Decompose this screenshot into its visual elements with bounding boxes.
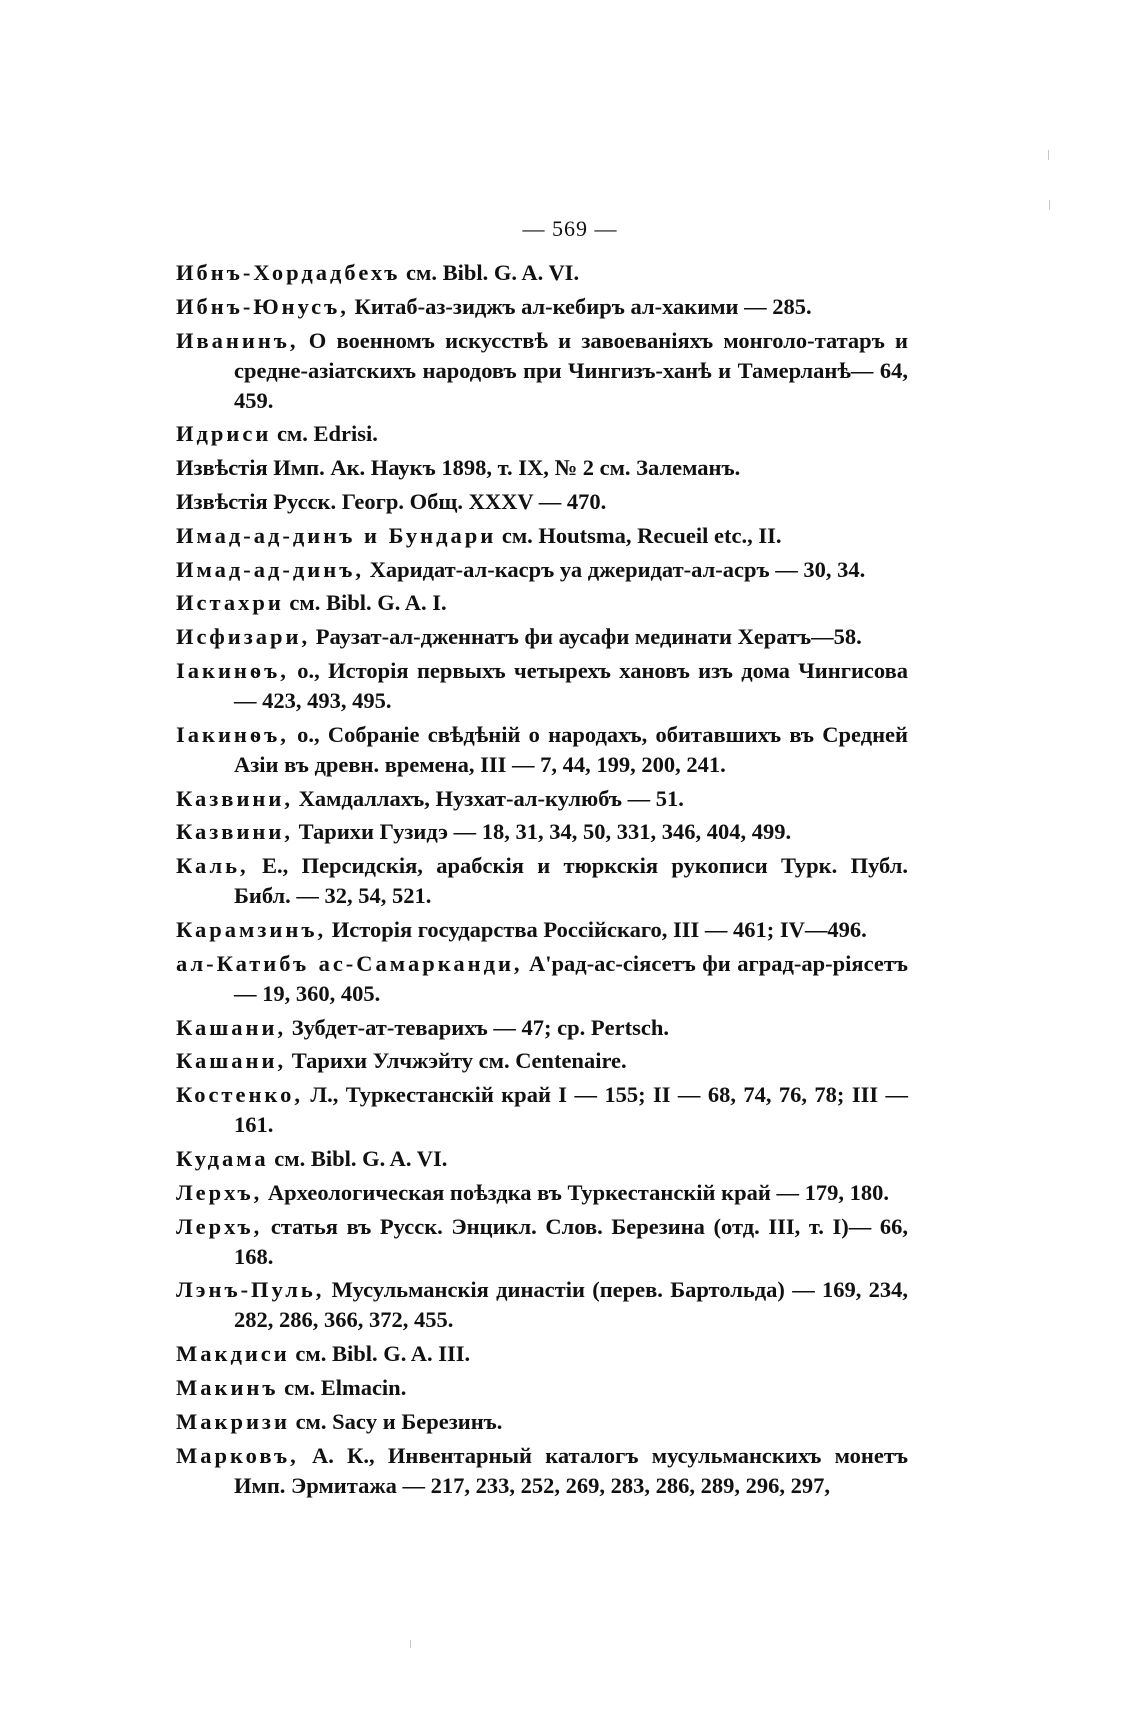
entry-name: Кашани,	[176, 1014, 287, 1040]
entry-name: Кашани,	[176, 1048, 287, 1074]
entry-text: о., Исторія первыхъ четырехъ хановъ изъ дома Чингисова — 423, 493, 495.	[234, 657, 908, 713]
index-entry	[176, 1178, 908, 1208]
entry-text: Харидат-ал-касръ уа джеридат-ал-асръ — 30, 34.	[363, 556, 866, 582]
index-entry	[176, 1046, 908, 1076]
entry-name: Макдиси	[176, 1341, 290, 1367]
index-entry	[176, 555, 908, 585]
index-entry	[176, 1407, 908, 1437]
entry-name: Ибнъ-Юнусъ,	[176, 293, 349, 319]
entry-text: Китаб-аз-зиджъ ал-кебиръ ал-хакими — 285.	[348, 293, 812, 319]
entry-text: см. Elmacin.	[278, 1374, 407, 1400]
index-entry	[176, 419, 908, 449]
entry-name: Ибнъ-Хордадбехъ	[176, 260, 401, 285]
entry-text: Хамдаллахъ, Нузхат-ал-кулюбъ — 51.	[292, 785, 684, 811]
entry-name: Имад-ад-динъ и Бундари	[176, 522, 497, 548]
index-entry	[176, 1080, 908, 1140]
index-entry	[176, 521, 908, 551]
entry-text: Е., Персидскія, арабскія и тюркскія рукописи Турк. Публ. Библ. — 32, 54, 521.	[234, 853, 908, 909]
index-entry	[176, 292, 908, 322]
entry-text: Зубдет-ат-теварихъ — 47; ср. Pertsch.	[286, 1014, 669, 1040]
index-entry	[176, 915, 908, 945]
scan-mark-bottom	[410, 1640, 411, 1648]
entry-text: см. Bibl. G. A. VI.	[268, 1145, 448, 1171]
entry-name: Іакинѳъ,	[176, 657, 289, 683]
entry-text: Археологическая поѣздка въ Туркестанскій край — 179, 180.	[262, 1179, 889, 1205]
index-entry	[176, 326, 908, 416]
entry-text: см. Bibl. G. A. III.	[289, 1341, 471, 1367]
entry-text: Исторія государства Россійскаго, III — 461; IV—496.	[326, 916, 867, 942]
entry-name: Марковъ,	[176, 1442, 299, 1468]
entry-name: Лерхъ,	[176, 1213, 263, 1239]
index-entry	[176, 656, 908, 716]
entry-name: Имад-ад-динъ,	[176, 556, 364, 582]
entry-text: см. Bibl. G. A. VI.	[400, 260, 580, 285]
index-entry	[176, 720, 908, 780]
entry-text: Раузат-ал-дженнатъ фи аусафи мединати Хератъ—58.	[310, 624, 862, 650]
entry-text: Извѣстія Имп. Ак. Наукъ 1898, т. IX, № 2 см. Залеманъ.	[176, 455, 741, 481]
index-entry	[176, 453, 908, 483]
entry-name: Истахри	[176, 590, 284, 616]
entry-text: А'рад-ас-сіясетъ фи аград-ар-ріясетъ — 19, 360, 405.	[234, 950, 908, 1006]
entry-text: о., Собраніе свѣдѣній о народахъ, обитавшихъ въ Средней Азіи въ древн. времена, III — 7, 44, 199, 200, 241.	[234, 721, 908, 777]
entry-text: Тарихи Гузидэ — 18, 31, 34, 50, 331, 346, 404, 499.	[292, 819, 792, 845]
entry-name: Макризи	[176, 1408, 290, 1434]
entry-text: А. К., Инвентарный каталогъ мусульманскихъ монетъ Имп. Эрмитажа — 217, 233, 252, 269, 283, 286, 289, 296, 297,	[234, 1442, 908, 1498]
entry-name: Иванинъ,	[176, 327, 299, 353]
entry-name: Макинъ	[176, 1374, 279, 1400]
entry-name: Исфизари,	[176, 624, 311, 650]
scan-mark-right-top	[1048, 150, 1049, 160]
entry-name: Казвини,	[176, 819, 293, 845]
index-entry	[176, 588, 908, 618]
entry-name: Каль,	[176, 853, 249, 879]
entry-name: Лэнъ-Пуль,	[176, 1277, 325, 1303]
index-entry	[176, 622, 908, 652]
entry-name: Костенко,	[176, 1082, 303, 1108]
index-entry	[176, 1013, 908, 1043]
entry-text: Л., Туркестанскій край I — 155; II — 68, 74, 76, 78; III — 161.	[234, 1082, 908, 1138]
entry-text: О военномъ искусствѣ и завоеваніяхъ монголо-татаръ и средне-азіатскихъ народовъ при Чингизъ-ханѣ и Тамерланѣ— 64, 459.	[234, 327, 908, 413]
index-entry	[176, 487, 908, 517]
index-entry	[176, 1441, 908, 1501]
entry-text: см. Sacy и Березинъ.	[289, 1408, 503, 1434]
index-entry	[176, 1339, 908, 1369]
entry-name: Карамзинъ,	[176, 916, 327, 942]
index-entry	[176, 1144, 908, 1174]
entry-text: Мусульманскія династіи (перев. Бартольда) — 169, 234, 282, 286, 366, 372, 455.	[234, 1277, 908, 1333]
entry-name: Кудама	[176, 1145, 269, 1171]
index-entry	[176, 817, 908, 847]
entry-text: см. Houtsma, Recueil etc., II.	[496, 522, 782, 548]
entry-text: Извѣстія Русск. Геогр. Общ. XXXV — 470.	[176, 488, 607, 514]
entry-text: см. Bibl. G. A. I.	[283, 590, 447, 616]
index-entry	[176, 949, 908, 1009]
entry-name: Казвини,	[176, 785, 293, 811]
index-entry	[176, 1373, 908, 1403]
entry-name: Лерхъ,	[176, 1179, 263, 1205]
index-entry	[176, 258, 908, 288]
entry-name: ал-Катибъ ас-Самарканди,	[176, 950, 523, 976]
scan-mark-right-mid	[1049, 200, 1050, 210]
entry-text: см. Edrisi.	[271, 421, 378, 447]
entry-text: статья въ Русск. Энцикл. Слов. Березина (отд. III, т. I)— 66, 168.	[234, 1213, 908, 1269]
index-entry	[176, 851, 908, 911]
index-entry	[176, 1275, 908, 1335]
index-entry-list	[176, 258, 908, 1504]
entry-name: Идриси	[176, 421, 272, 447]
entry-name: Іакинѳъ,	[176, 721, 289, 747]
index-entry	[176, 1212, 908, 1272]
entry-text: Тарихи Улчжэйту см. Centenaire.	[286, 1048, 627, 1074]
index-entry	[176, 784, 908, 814]
page-number: — 569 —	[522, 216, 618, 241]
